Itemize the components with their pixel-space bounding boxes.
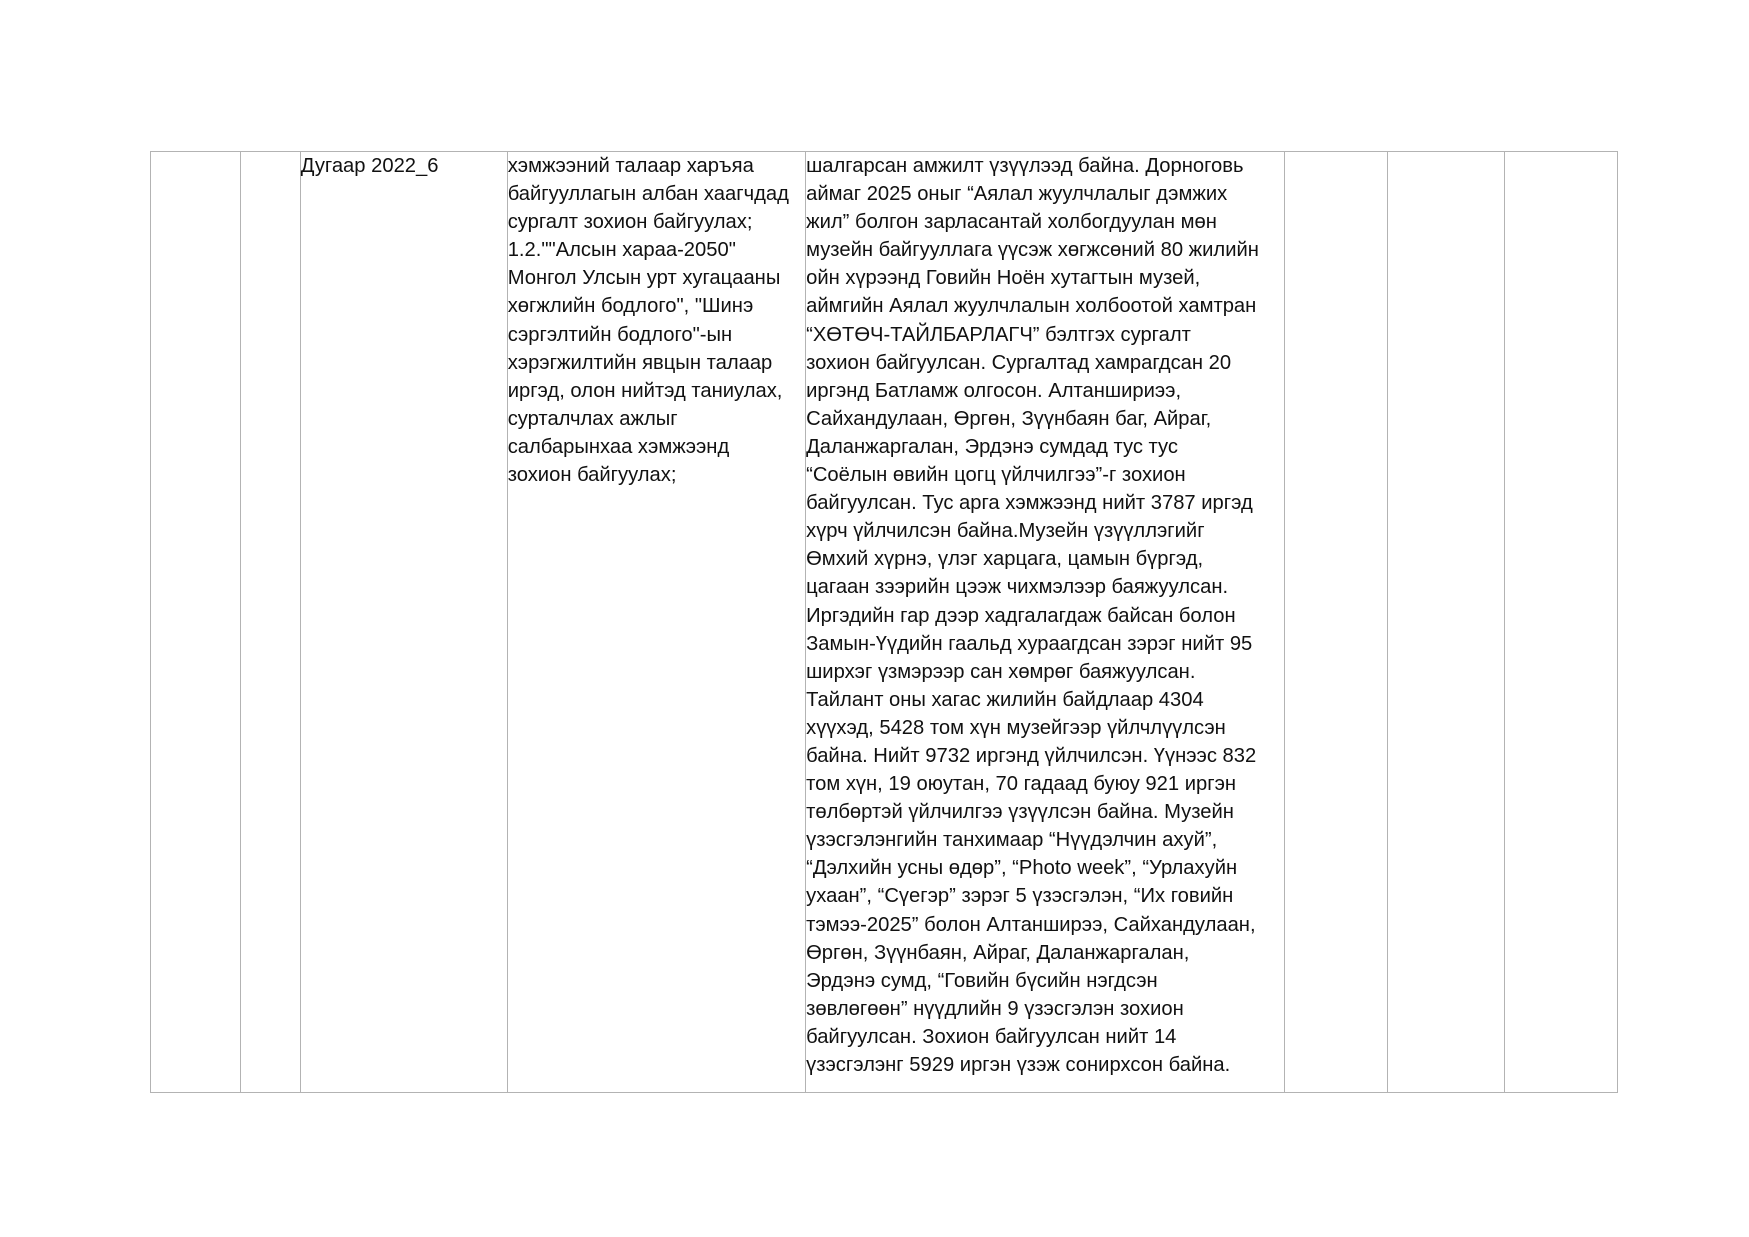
cell-result [806, 152, 1285, 1093]
result-line: музейн байгууллага үүсэж хөгжсөний 80 жилийн [806, 239, 1259, 262]
result-line: зөвлөгөөн” нүүдлийн 9 үзэсгэлэн зохион [806, 997, 1184, 1020]
task-line: салбарынхаа хэмжээнд [507, 435, 730, 458]
result-line: байна. Нийт 9732 иргэнд үйлчилсэн. Үүнээс 832 [806, 744, 1257, 767]
task-line: сурталчлах ажлыг [507, 407, 678, 430]
result-line: Сайхандулаан, Өргөн, Зүүнбаян баг, Айраг, [806, 407, 1212, 430]
result-line: ширхэг үзмэрээр сан хөмрөг баяжуулсан. [806, 660, 1196, 683]
cell-col1 [151, 152, 241, 1093]
result-line: “Дэлхийн усны өдөр”, “Photo week”, “Урлахуйн [806, 857, 1238, 880]
result-line: ойн хүрээнд Говийн Ноён хутагтын музей, [806, 267, 1201, 290]
table-row [151, 152, 1618, 1093]
result-line: том хүн, 19 оюутан, 70 гадаад буюу 921 иргэн [806, 773, 1237, 796]
result-line: байгуулсан. Зохион байгуулсан нийт 14 [806, 1025, 1177, 1048]
result-line: иргэнд Батламж олгосон. Алтаншириээ, [806, 379, 1182, 402]
task-line: Монгол Улсын урт хугацааны [507, 267, 781, 290]
result-line: Эрдэнэ сумд, “Говийн бүсийн нэгдсэн [806, 969, 1158, 992]
result-line: Даланжаргалан, Эрдэнэ сумдад тус тус [806, 435, 1178, 458]
task-line: байгууллагын албан хаагчдад [507, 183, 789, 206]
cell-number [300, 152, 507, 1093]
task-line: хэрэгжилтийн явцын талаар [507, 351, 773, 374]
result-line: Тайлант оны хагас жилийн байдлаар 4304 [806, 688, 1204, 711]
result-line: “Соёлын өвийн цогц үйлчилгээ”-г зохион [806, 464, 1186, 487]
result-line: хүрч үйлчилсэн байна.Музейн үзүүллэгийг [806, 520, 1205, 543]
result-line: Замын-Үүдийн гаальд хураагдсан зэрэг нийт 95 [806, 632, 1253, 655]
result-line: хүүхэд, 5428 том хүн музейгээр үйлчлүүлсэн [806, 716, 1226, 739]
cell-col6 [1285, 152, 1387, 1093]
result-line: Өргөн, Зүүнбаян, Айраг, Даланжаргалан, [806, 941, 1190, 964]
cell-task [507, 152, 805, 1093]
task-line: хэмжээний талаар харъяа [507, 155, 754, 177]
task-line: сургалт зохион байгуулах; [507, 211, 753, 234]
result-line: Өмхий хүрнэ, үлэг харцага, цамын бүргэд, [806, 548, 1204, 571]
task-line: иргэд, олон нийтэд таниулах, [507, 379, 783, 402]
result-line: аймгийн Аялал жуулчлалын холбоотой хамтран [806, 295, 1257, 318]
cell-col8 [1505, 152, 1618, 1093]
task-line: 1.2.""Алсын хараа-2050" [507, 239, 736, 262]
task-line: сэргэлтийн бодлого"-ын [507, 323, 733, 346]
result-line: байгуулсан. Тус арга хэмжээнд нийт 3787 иргэд [806, 492, 1253, 515]
cell-col7 [1387, 152, 1505, 1093]
result-line: үзэсгэлэнгийн танхимаар “Нүүдэлчин ахуй”, [806, 829, 1218, 852]
task-line: хөгжлийн бодлого", "Шинэ [507, 295, 754, 318]
result-line: ухаан”, “Сүегэр” зэрэг 5 үзэсгэлэн, “Их говийн [806, 885, 1234, 908]
result-line: тэмээ-2025” болон Алтанширээ, Сайхандулаан, [806, 913, 1256, 936]
result-line: “ХӨТӨЧ-ТАЙЛБАРЛАГЧ” бэлтгэх сургалт [806, 323, 1191, 346]
result-line: цагаан зээрийн цээж чихмэлээр баяжуулсан. [806, 576, 1229, 599]
result-line: зохион байгуулсан. Сургалтад хамрагдсан 20 [806, 351, 1232, 374]
result-line: шалгарсан амжилт үзүүлээд байна. Дорноговь [806, 155, 1244, 177]
result-line: төлбөртэй үйлчилгээ үзүүлсэн байна. Музейн [806, 801, 1234, 824]
task-line: зохион байгуулах; [507, 464, 677, 487]
result-line: Иргэдийн гар дээр хадгалагдаж байсан болон [806, 604, 1236, 627]
result-line: аймаг 2025 оныг “Аялал жуулчлалыг дэмжих [806, 183, 1228, 206]
task-text [508, 152, 805, 489]
result-line: жил” болгон зарласантай холбогдуулан мөн [806, 211, 1217, 234]
report-table [150, 151, 1618, 1093]
document-number: Дугаар 2022_6 [300, 155, 439, 177]
result-text [806, 152, 1284, 1079]
cell-col2 [241, 152, 300, 1093]
result-line: үзэсгэлэнг 5929 иргэн үзэж сонирхсон байна. [806, 1054, 1231, 1076]
